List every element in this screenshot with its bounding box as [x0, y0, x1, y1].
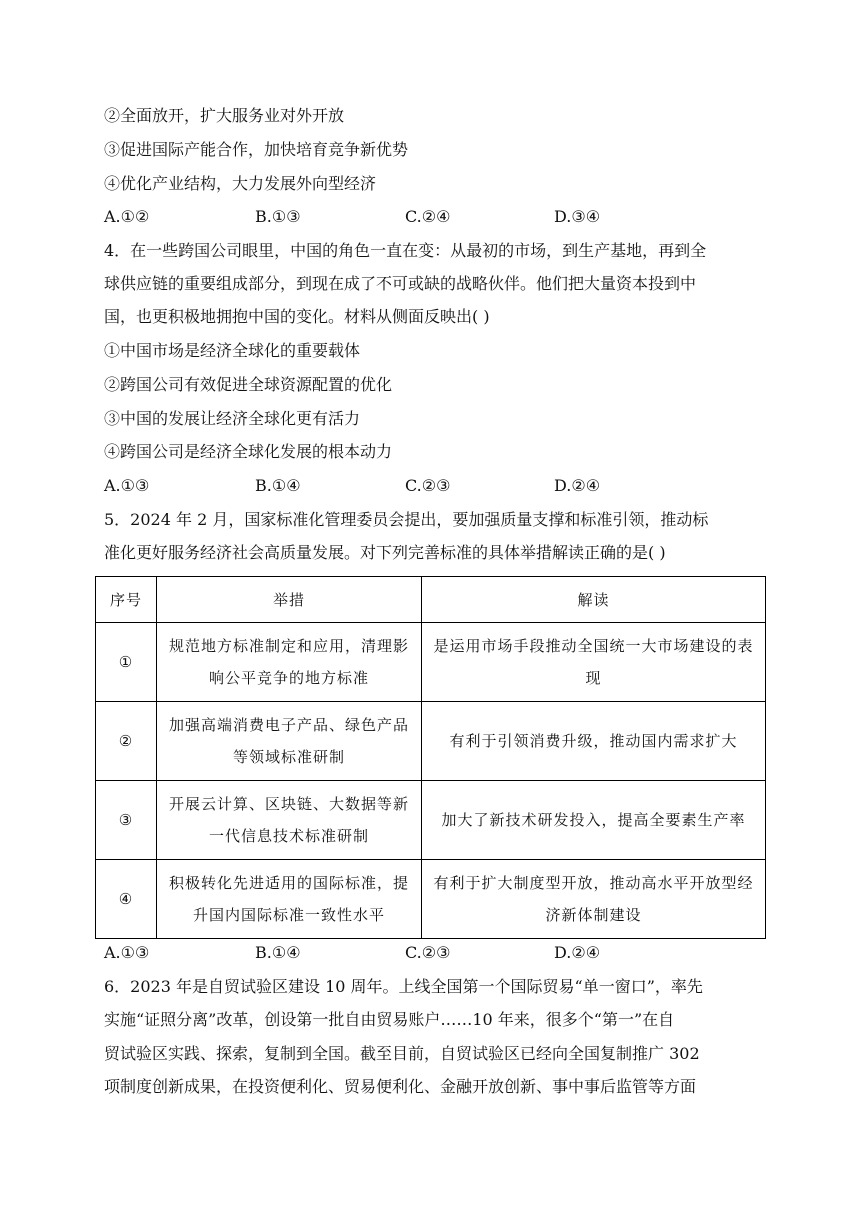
table-row [96, 623, 766, 702]
q3-answer-c: C.②④ [405, 207, 451, 226]
row-measure: 积极转化先进适用的国际标准，提升国内国际标准一致性水平 [157, 860, 422, 939]
row-no: ③ [96, 781, 157, 860]
q4-answer-a: A.①③ [104, 476, 150, 495]
q4-option-2: ②跨国公司有效促进全球资源配置的优化 [104, 375, 393, 394]
row-reading: 有利于扩大制度型开放，推动高水平开放型经济新体制建设 [422, 860, 766, 939]
q5-answer-d: D.②④ [554, 943, 601, 962]
q6-stem-line: 6．2023 年是自贸试验区建设 10 周年。上线全国第一个国际贸易“单一窗口”，率先 [104, 977, 703, 996]
q3-answer-b: B.①③ [255, 207, 301, 226]
row-reading: 有利于引领消费升级，推动国内需求扩大 [422, 702, 766, 781]
q4-answer-c: C.②③ [405, 476, 451, 495]
q3-option-4: ④优化产业结构，大力发展外向型经济 [104, 174, 377, 193]
row-no: ① [96, 623, 157, 702]
row-reading: 加大了新技术研发投入，提高全要素生产率 [422, 781, 766, 860]
table-row [96, 781, 766, 860]
q3-answer-d: D.③④ [554, 207, 601, 226]
row-measure: 开展云计算、区块链、大数据等新一代信息技术标准研制 [157, 781, 422, 860]
q4-answer-d: D.②④ [554, 476, 601, 495]
q5-stem-line: 准化更好服务经济社会高质量发展。对下列完善标准的具体举措解读正确的是( ) [104, 543, 666, 562]
q3-option-3: ③促进国际产能合作，加快培育竞争新优势 [104, 140, 409, 159]
q3-option-2: ②全面放开，扩大服务业对外开放 [104, 106, 345, 125]
table-row [96, 860, 766, 939]
q4-answer-b: B.①④ [255, 476, 301, 495]
row-reading: 是运用市场手段推动全国统一大市场建设的表现 [422, 623, 766, 702]
q5-answer-b: B.①④ [255, 943, 301, 962]
q5-stem-line: 5．2024 年 2 月，国家标准化管理委员会提出，要加强质量支撑和标准引领，推动标 [104, 510, 709, 529]
table-row [96, 702, 766, 781]
q4-option-4: ④跨国公司是经济全球化发展的根本动力 [104, 442, 393, 461]
q6-stem-line: 实施“证照分离”改革，创设第一批自由贸易账户……10 年来，很多个“第一”在自 [104, 1010, 675, 1029]
row-no: ② [96, 702, 157, 781]
q4-stem-line: 4．在一些跨国公司眼里，中国的角色一直在变：从最初的市场，到生产基地，再到全 [104, 241, 707, 260]
row-measure: 规范地方标准制定和应用，清理影响公平竞争的地方标准 [157, 623, 422, 702]
q6-stem-line: 贸试验区实践、探索，复制到全国。截至目前，自贸试验区已经向全国复制推广 302 [104, 1044, 700, 1063]
row-measure: 加强高端消费电子产品、绿色产品等领域标准研制 [157, 702, 422, 781]
table-header-row [96, 577, 766, 623]
q4-option-1: ①中国市场是经济全球化的重要载体 [104, 341, 361, 360]
q5-table [95, 576, 766, 939]
header-no: 序号 [96, 577, 157, 623]
q3-answer-a: A.①② [104, 207, 150, 226]
q4-stem-line: 球供应链的重要组成部分，到现在成了不可或缺的战略伙伴。他们把大量资本投到中 [104, 274, 697, 293]
header-measure: 举措 [157, 577, 422, 623]
q5-answer-a: A.①③ [104, 943, 150, 962]
row-no: ④ [96, 860, 157, 939]
header-reading: 解读 [422, 577, 766, 623]
q4-option-3: ③中国的发展让经济全球化更有活力 [104, 409, 361, 428]
q6-stem-line: 项制度创新成果，在投资便利化、贸易便利化、金融开放创新、事中事后监管等方面 [104, 1077, 697, 1096]
q4-stem-line: 国，也更积极地拥抱中国的变化。材料从侧面反映出( ) [104, 307, 490, 326]
q5-answer-c: C.②③ [405, 943, 451, 962]
